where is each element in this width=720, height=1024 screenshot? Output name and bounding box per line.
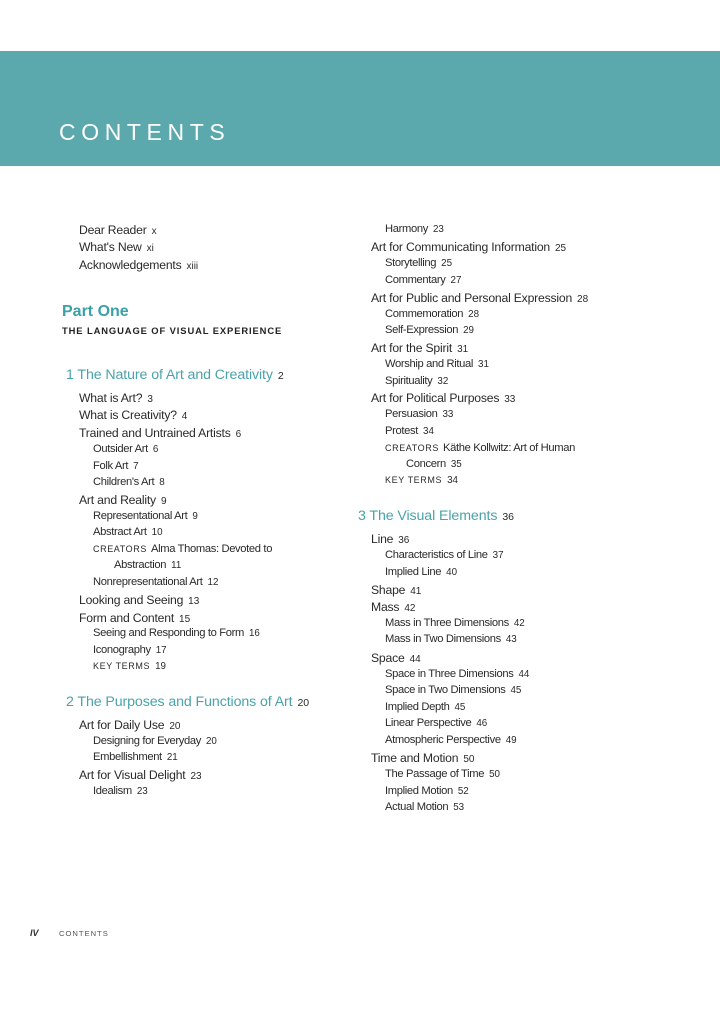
entry-page: 10 [151, 527, 163, 538]
toc-entry[interactable] [79, 409, 187, 422]
entry-title: Art for Daily Use [79, 718, 165, 732]
creators-entry[interactable] [385, 443, 575, 454]
entry-page: 3 [147, 394, 153, 405]
chapter-title: 1 The Nature of Art and Creativity [66, 367, 273, 383]
chapter-heading[interactable] [66, 695, 309, 709]
key-terms-entry[interactable] [385, 476, 458, 486]
entry-title: Art for Public and Personal Expression [371, 291, 573, 305]
toc-entry[interactable] [79, 719, 180, 732]
toc-entry[interactable] [371, 652, 421, 665]
entry-page: 34 [423, 426, 434, 437]
entry-page: 43 [505, 634, 517, 645]
entry-page: 31 [478, 359, 489, 370]
entry-title: Mass in Three Dimensions [385, 617, 509, 629]
entry-page: 31 [457, 344, 469, 355]
toc-entry[interactable] [385, 275, 461, 286]
toc-entry[interactable] [79, 224, 157, 237]
toc-entry[interactable] [385, 786, 469, 797]
entry-page: xiii [186, 261, 199, 272]
toc-entry[interactable] [371, 292, 588, 305]
toc-entry[interactable] [79, 259, 198, 272]
toc-entry[interactable] [385, 685, 521, 696]
entry-title: Art for Political Purposes [371, 391, 500, 405]
entry-title: Space [371, 651, 405, 665]
chapter-heading[interactable] [66, 368, 284, 382]
entry-page: 19 [155, 661, 166, 672]
entry-title: The Passage of Time [385, 768, 485, 780]
entry-page: 52 [457, 786, 469, 797]
entry-title: What is Art? [79, 391, 143, 405]
toc-entry[interactable] [385, 550, 504, 561]
entry-page: 32 [437, 376, 449, 387]
entry-page: xi [146, 243, 154, 254]
entry-title: Embellishment [93, 751, 162, 763]
entry-title: Alma Thomas: Devoted to [150, 543, 273, 555]
entry-page: 25 [441, 258, 453, 269]
entry-page: 16 [248, 628, 260, 639]
toc-entry[interactable] [79, 494, 167, 507]
entry-page: x [151, 226, 157, 237]
entry-page: 4 [181, 411, 188, 422]
entry-page: 41 [410, 586, 422, 597]
entry-page: 11 [171, 560, 182, 571]
toc-entry[interactable] [385, 359, 489, 370]
entry-title: Actual Motion [385, 801, 449, 813]
entry-page: 44 [518, 669, 530, 680]
entry-page: 42 [513, 618, 525, 629]
toc-entry[interactable] [385, 258, 452, 269]
toc-entry[interactable] [371, 533, 409, 546]
entry-title: Designing for Everyday [93, 735, 201, 747]
toc-entry[interactable] [371, 342, 468, 355]
creators-entry[interactable] [93, 544, 272, 555]
toc-entry[interactable] [93, 444, 158, 455]
entry-page: 36 [398, 535, 410, 546]
toc-entry[interactable] [385, 702, 465, 713]
page-folio: IV [30, 928, 39, 938]
entry-title: Art for Communicating Information [371, 240, 550, 254]
toc-entry[interactable] [385, 735, 517, 746]
entry-title: Art for Visual Delight [79, 768, 186, 782]
entry-title: Linear Perspective [385, 717, 472, 729]
chapter-title: 3 The Visual Elements [358, 508, 498, 524]
entry-title: What is Creativity? [79, 408, 177, 422]
entry-page: 46 [476, 718, 488, 729]
entry-title: Käthe Kollwitz: Art of Human [442, 442, 575, 454]
chapter-heading[interactable] [358, 509, 514, 523]
entry-title: Persuasion [385, 408, 438, 420]
entry-page: 6 [235, 429, 242, 440]
toc-entry[interactable] [385, 669, 529, 680]
toc-entry[interactable] [371, 392, 515, 405]
toc-entry[interactable] [79, 427, 241, 440]
page-title: CONTENTS [59, 119, 231, 145]
toc-entry[interactable] [385, 634, 517, 645]
entry-title: Dear Reader [79, 223, 147, 237]
toc-entry[interactable] [371, 601, 415, 614]
toc-entry[interactable] [385, 409, 453, 420]
entry-page: 34 [447, 475, 458, 486]
chapter-page: 2 [277, 370, 284, 382]
entry-page: 29 [463, 325, 475, 336]
entry-page: 37 [492, 550, 504, 561]
entry-title: Trained and Untrained Artists [79, 426, 231, 440]
entry-page: 7 [133, 461, 139, 472]
entry-title: Art for the Spirit [371, 341, 453, 355]
entry-title: KEY TERMS [385, 475, 443, 485]
entry-title: Nonrepresentational Art [93, 576, 203, 588]
entry-title: Space in Two Dimensions [385, 684, 506, 696]
entry-title: Line [371, 532, 394, 546]
toc-entry[interactable] [93, 477, 165, 488]
toc-entry[interactable] [385, 376, 448, 387]
header-banner [0, 51, 720, 166]
entry-title: Acknowledgements [79, 258, 182, 272]
entry-page: 49 [505, 735, 517, 746]
toc-entry[interactable] [385, 802, 464, 813]
entry-page: 23 [136, 786, 148, 797]
toc-entry[interactable] [385, 325, 474, 336]
entry-page: 45 [510, 685, 522, 696]
entry-title: KEY TERMS [93, 661, 151, 671]
entry-title: Art and Reality [79, 493, 156, 507]
toc-entry[interactable] [371, 241, 566, 254]
chapter-page: 20 [297, 697, 310, 709]
entry-title: Outsider Art [93, 443, 148, 455]
entry-page: 20 [205, 736, 217, 747]
toc-entry[interactable] [385, 426, 434, 437]
entry-title: Seeing and Responding to Form [93, 627, 244, 639]
entry-title: Time and Motion [371, 751, 459, 765]
toc-entry[interactable] [93, 461, 139, 472]
entry-page: 53 [453, 802, 465, 813]
entry-title: Looking and Seeing [79, 593, 184, 607]
toc-entry[interactable] [79, 612, 190, 625]
entry-title: Concern [406, 458, 446, 470]
entry-title: Abstraction [114, 559, 167, 571]
toc-entry[interactable] [385, 567, 457, 578]
creators-tag: CREATORS [385, 443, 439, 453]
entry-page: 15 [179, 614, 191, 625]
entry-title: Representational Art [93, 510, 188, 522]
entry-title: Characteristics of Line [385, 549, 488, 561]
entry-page: 42 [404, 603, 416, 614]
toc-entry[interactable] [385, 769, 500, 780]
entry-page: 23 [432, 224, 444, 235]
entry-title: Folk Art [93, 460, 129, 472]
entry-page: 45 [454, 702, 466, 713]
entry-title: Implied Depth [385, 701, 450, 713]
entry-title: Atmospheric Perspective [385, 734, 501, 746]
part-subtitle: THE LANGUAGE OF VISUAL EXPERIENCE [62, 325, 283, 336]
toc-entry[interactable] [93, 511, 198, 522]
entry-title: Harmony [385, 223, 428, 235]
entry-title: Commemoration [385, 308, 464, 320]
entry-page: 28 [468, 309, 480, 320]
entry-page: 6 [152, 444, 159, 455]
entry-page: 9 [160, 496, 167, 507]
entry-page: 8 [159, 477, 165, 488]
entry-title: What's New [79, 240, 142, 254]
entry-title: Shape [371, 583, 406, 597]
part-title: Part One [62, 303, 129, 320]
toc-entry[interactable] [385, 718, 487, 729]
entry-page: 20 [169, 721, 181, 732]
toc-entry[interactable] [385, 309, 479, 320]
entry-title: Abstract Art [93, 526, 147, 538]
toc-entry[interactable] [93, 752, 178, 763]
entry-title: Mass in Two Dimensions [385, 633, 501, 645]
entry-page: 17 [155, 645, 167, 656]
entry-title: Worship and Ritual [385, 358, 474, 370]
entry-page: 33 [442, 409, 454, 420]
toc-entry[interactable] [371, 584, 421, 597]
running-head: CONTENTS [59, 929, 109, 938]
entry-title: Children's Art [93, 476, 155, 488]
entry-title: Idealism [93, 785, 132, 797]
entry-page: 44 [409, 654, 421, 665]
toc-entry[interactable] [371, 752, 474, 765]
entry-title: Protest [385, 425, 418, 437]
entry-title: Spirituality [385, 375, 433, 387]
toc-entry[interactable] [406, 459, 462, 470]
toc-entry[interactable] [93, 736, 217, 747]
toc-entry[interactable] [93, 628, 260, 639]
toc-entry[interactable] [93, 527, 163, 538]
toc-entry[interactable] [114, 560, 181, 571]
entry-page: 12 [207, 577, 219, 588]
entry-page: 28 [577, 294, 589, 305]
entry-page: 13 [188, 596, 200, 607]
toc-entry[interactable] [79, 392, 153, 405]
entry-page: 23 [190, 771, 202, 782]
entry-title: Self-Expression [385, 324, 459, 336]
entry-title: Iconography [93, 644, 151, 656]
toc-entry[interactable] [385, 618, 525, 629]
entry-title: Space in Three Dimensions [385, 668, 514, 680]
entry-page: 9 [192, 511, 198, 522]
creators-tag: CREATORS [93, 544, 147, 554]
entry-page: 50 [463, 754, 475, 765]
entry-title: Implied Motion [385, 785, 453, 797]
entry-page: 33 [504, 394, 516, 405]
toc-entry[interactable] [385, 224, 444, 235]
entry-page: 25 [555, 243, 567, 254]
entry-page: 21 [166, 752, 178, 763]
toc-entry[interactable] [79, 594, 199, 607]
chapter-page: 36 [502, 511, 514, 523]
toc-entry[interactable] [79, 769, 202, 782]
chapter-title: 2 The Purposes and Functions of Art [66, 694, 293, 710]
toc-entry[interactable] [93, 786, 148, 797]
entry-title: Implied Line [385, 566, 442, 578]
entry-page: 35 [450, 459, 462, 470]
toc-entry[interactable] [79, 241, 154, 254]
entry-title: Mass [371, 600, 400, 614]
entry-title: Commentary [385, 274, 446, 286]
entry-page: 27 [450, 275, 462, 286]
entry-page: 50 [489, 769, 500, 780]
entry-title: Storytelling [385, 257, 437, 269]
toc-entry[interactable] [93, 645, 167, 656]
entry-title: Form and Content [79, 611, 175, 625]
toc-entry[interactable] [93, 577, 218, 588]
entry-page: 40 [446, 567, 458, 578]
key-terms-entry[interactable] [93, 662, 166, 672]
